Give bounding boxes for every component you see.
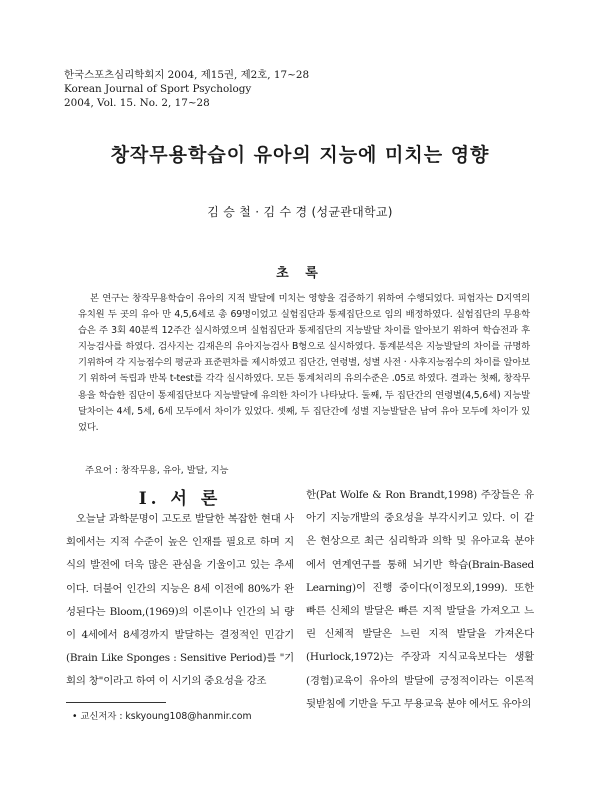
body-column-left: 오늘날 과학문명이 고도로 발달한 복잡한 현대 사회에서는 지적 수준이 높은 인재를 필요로 하며 지식의 발전에 더욱 많은 관심을 기울이고 있는 추세이다. 더불어 인간의 지능은 8세 이전에 80%가 완성된다는 Bloom,(1969)의 이론이나 인간의 뇌 량이 4세에서 8세경까지 발달하는 결정적인 민감기(Brain Like Sponges : Sensitive Period)를 "기회의 창"이라고 하여 이 시기의 중요성을 강조	[66, 513, 294, 688]
keywords: 주요어 : 창작무용, 유아, 발달, 지능	[85, 465, 229, 476]
body-column-right: 한(Pat Wolfe & Ron Brandt,1998) 주장들은 유아기 지능개발의 중요성을 부각시키고 있다. 이 같은 현상으로 최근 심리학과 의학 및 유아교육 분야에서 연계연구를 통해 뇌기반 학습(Brain-Based Learning)이 진행 중이다(이정모외,1999). 또한 빠른 신체의 발달은 빠른 지적 발달을 가져오고 느린 신체적 발달은 느린 지적 발달을 가져온다(Hurlock,1972)는 주장과 지식교육보다는 생활(경험)교육이 유아의 발달에 긍정적이라는 이론적 뒷받침에 기반을 두고 무용교육 분야 에서도 유아의	[306, 489, 534, 710]
author-line: 김 승 철 · 김 수 경 (성균관대학교)	[207, 205, 393, 219]
journal-korean-citation: 한국스포츠심리학회지 2004, 제15권, 제2호, 17~28	[64, 69, 310, 81]
footnote-divider	[66, 702, 166, 703]
paper-title: 창작무용학습이 유아의 지능에 미치는 영향	[110, 144, 490, 166]
journal-english-citation: 2004, Vol. 15. No. 2, 17~28	[64, 97, 210, 109]
journal-info	[64, 68, 309, 110]
journal-english-name: Korean Journal of Sport Psychology	[64, 83, 252, 95]
abstract-body: 본 연구는 창작무용학습이 유아의 지적 발달에 미치는 영향을 검증하기 위하여 수행되었다. 피험자는 D지역의 유치원 두 곳의 유아 만 4,5,6세로 총 69명이었고 실험집단과 통제집단으로 임의 배정하였다. 실험집단의 무용학습은 주 3회 40분씩 12주간 실시하였으며 실험집단과 통제집단의 지능발달 차이를 알아보기 위하여 학습전과 후 지능검사를 하였다. 검사지는 김재은의 유아지능검사 B형으로 실시하였다. 통계분석은 지능발달의 차이를 규명하기위하여 각 지능점수의 평균과 표준편차를 제시하였고 집단간, 연령별, 성별 사전 · 사후지능점수의 차이를 알아보기 위하여 독립과 반복 t-test를 각각 실시하였다. 모든 통계처리의 유의수준은 .05로 하였다. 결과는 첫째, 창작무용을 학습한 집단이 통제집단보다 지능발달에 유의한 차이가 나타났다. 둘째, 두 집단간의 연령별(4,5,6세) 지능발달차이는 4세, 5세, 6세 모두에서 차이가 있었다. 셋째, 두 집단간에 성별 지능발달은 남여 유아 모두에 차이가 있었다.	[78, 293, 530, 433]
abstract-heading: 초 록	[276, 266, 324, 281]
corresponding-author-footnote: • 교신저자 : kskyoung108@hanmir.com	[72, 711, 252, 722]
section-heading-introduction: Ⅰ. 서 론	[138, 489, 222, 509]
